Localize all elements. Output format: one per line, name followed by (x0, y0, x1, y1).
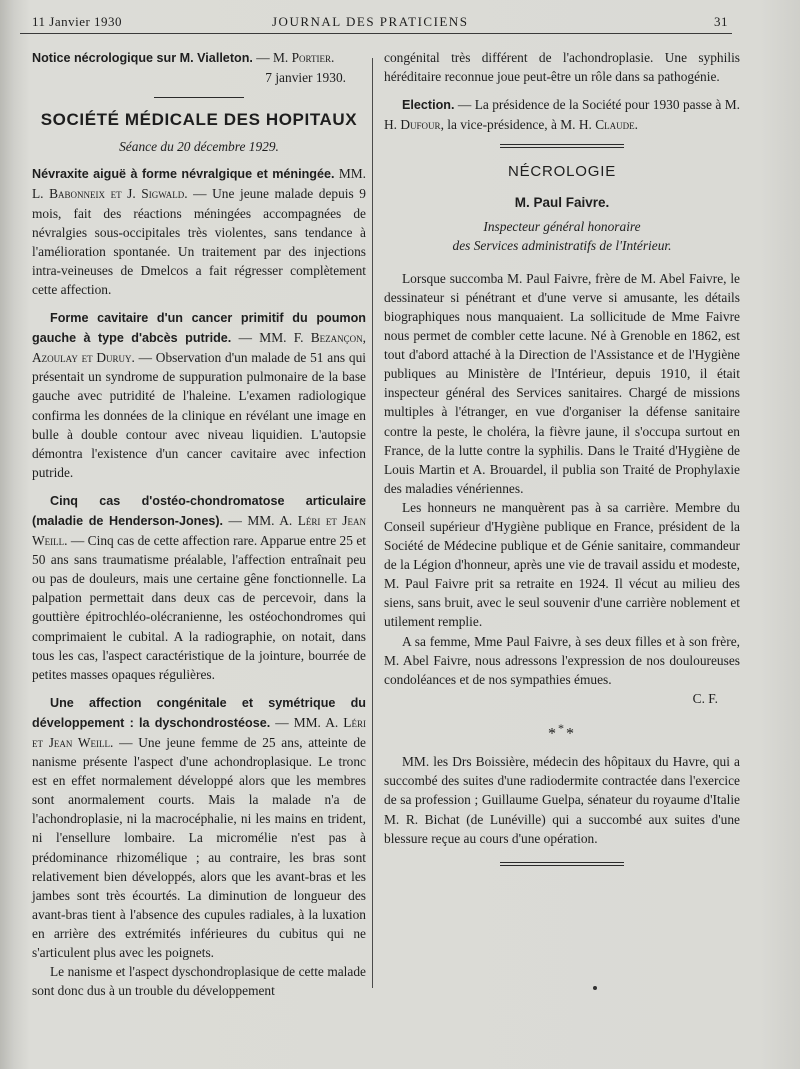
section-rule (154, 97, 244, 98)
item-1-authors: MM. L. Babonneix et J. Sigwald. (32, 166, 366, 202)
closing-double-rule (500, 862, 624, 866)
item-3-authors: MM. A. Léri et Jean Weill. (32, 512, 366, 549)
session-date: Séance du 20 décembre 1929. (119, 139, 279, 155)
asterism (384, 720, 740, 742)
item-2-authors: MM. F. Bezançon, Azoulay et Duruy. (32, 330, 367, 366)
necrology-role-1: Inspecteur général honoraire (483, 218, 641, 234)
continued-text: congénital très différent de l'achondroplasie. Une syphilis héréditaire reconnue joue peut-être un rôle dans sa pathogénie. (384, 50, 740, 85)
page-mark (593, 986, 597, 990)
item-3-body: — Cinq cas de cette affection rare. Apparue entre 25 et 50 ans sans traumatisme préalable, l'affection entraînait peu ou pas de douleurs, mais une certaine gêne fonctionnelle. La palpation permettait dans deux cas de percevoir, dans la gouttière épitrochléo-olécranienne, les ostéochondromes qui comprimaient le cubital. A la radiographie, on notait, dans tous les cas, l'aspect caractéristique de la jointure, bourrée de petites masses opaques régulières. (32, 533, 366, 682)
item-2: Forme cavitaire d'un cancer primitif du poumon gauche à type d'abcès putride. — MM. F. Bezançon, Azoulay et Duruy. — Observation d'un malade de 51 ans qui présentait un syndrome de suppuration pulmonaire de la base gauche avec putridité de l'haleine. L'examen radiologique confirma les données de la clinique en révélant une image en bulle à double contour avec niveau liquidien. L'autopsie démontra l'existence d'un cancer cavitaire avec infection putride. (32, 311, 367, 480)
asterism-right: * (566, 725, 576, 743)
notice-paragraph (32, 48, 366, 68)
necrology-paragraph-3: A sa femme, Mme Paul Faivre, à ses deux filles et à son frère, M. Abel Faivre, nous adressons l'expression de nos douloureuses condoléances et de nos sympathies émues. (384, 633, 740, 687)
election-body-a: — La présidence de la Société pour 1930 passe à M. H. (384, 97, 740, 133)
item-2-title: Forme cavitaire d'un cancer primitif du poumon gauche à type d'abcès putride. (32, 311, 366, 346)
election-name-1: Dufour (400, 117, 441, 133)
running-header (32, 12, 728, 34)
section-double-rule (500, 144, 624, 148)
spacer (32, 684, 366, 693)
asterism-left: * (548, 725, 558, 743)
item-1 (32, 164, 366, 299)
page-number: 31 (714, 14, 728, 29)
election-name-2: Claude. (595, 117, 639, 133)
right-column (384, 48, 740, 880)
necrology-paragraph-2: Les honneurs ne manquèrent pas à sa carrière. Membre du Conseil supérieur d'Hygiène publique en France, président de la Société de Médecine publique et de Génie sanitaire, commandeur de la Légion d'honneur, après une vie de travail assidu et modeste, M. Paul Faivre prit sa retraite en 1924. Il vécut au milieu des siens, sans bruit, avec le seul souvenir d'une carrière noblement et utilement remplie. (384, 499, 740, 630)
item-3: Cinq cas d'ostéo-chondromatose articulaire (maladie de Henderson-Jones). — MM. A. Léri et Jean Weill. — Cinq cas de cette affection rare. Apparue entre 25 et 50 ans sans traumatisme préalable, l'affection entraînait peu ou pas de douleurs, mais une certaine gêne fonctionnelle. La palpation permettait dans deux cas de percevoir, dans la gouttière épitrochléo-olécranienne, les ostéochondromes qui comprimaient le cubital. A la radiographie, on notait, dans tous les cas, l'aspect caractéristique de la jointure, bourrée de petites masses opaques régulières. (32, 493, 366, 682)
spacer (32, 482, 366, 491)
column-divider (372, 58, 373, 988)
item-2-body: — Observation d'un malade de 51 ans qui présentait un syndrome de suppuration pulmonaire de la base gauche avec putridité de l'haleine. L'examen radiologique confirma les données de la clinique en révélant une image en bulle à double contour avec niveau liquidien. L'autopsie démontra l'existence d'un cancer cavitaire avec infection putride. (32, 350, 366, 480)
item-4-body: — Une jeune femme de 25 ans, atteinte de nanisme présente l'aspect d'une achondroplasique. Le tronc est en effet normalement développé alors que les membres sont anormalement courts. Mais la malade n'a de l'achondroplasie, ni la macrocéphalie, ni les mains en trident, ni l'ensellure lombaire. La micromélie n'est pas à prédominance rhizomélique ; au contraire, les bras sont relativement bien développés, alors que les avant-bras et les jambes sont très écourtés. La diminution de longueur des avant-bras tient à l'absence des cupules radiales, à la luxation en arrière des extrémités inférieures du cubitus qui ne s'articulent plus avec les poignets. (32, 735, 366, 961)
election-title: Election. (402, 98, 455, 113)
necrology-role-2: des Services administratifs de l'Intérieur. (452, 237, 672, 253)
necrology-paragraph-1: Lorsque succomba M. Paul Faivre, frère de M. Abel Faivre, le dessinateur si pénétrant et d'une verve si amusante, les détails biographiques nous manquaient. La sollicitude de Mme Faivre nous permet de combler cette lacune. Né à Grenoble en 1862, est tout d'abord attaché à la Direction de l'Assistance et de l'Hygiène publiques au Ministère de l'Intérieur, depuis 1910, il était inspecteur général des Services sanitaires. Chargé de missions multiples à l'étranger, en vue d'organiser la défense sanitaire contre la peste, le choléra, la fièvre jaune, il s'occupa surtout en France, de la lutte contre la syphilis. Dans le Traité d'Hygiène de Louis Martin et A. Brouardel, il publia son Traité de Prophylaxie des maladies vénériennes. (384, 270, 740, 496)
header-date: 11 Janvier 1930 (32, 14, 123, 29)
item-4-title: Une affection congénitale et symétrique du développement : la dyschondrostéose. (32, 695, 366, 730)
notice-title: Notice nécrologique sur M. Vialleton. (32, 51, 253, 65)
item-1-title: Névraxite aiguë à forme névralgique et méningée. (32, 167, 335, 182)
item-4-authors: MM. A. Léri et Jean Weill. (32, 714, 366, 750)
header-rule (20, 33, 732, 34)
necrology-paragraph-4: MM. les Drs Boissière, médecin des hôpitaux du Havre, qui a succombé des suites d'une radiodermite contractée dans l'exercice de sa profession ; Guillaume Guelpa, sénateur du royaume d'Italie M. R. Bichat (de Lunéville) qui a succombé aux suites d'une blessure reçue au cours d'une opération. (384, 754, 740, 846)
necrology-heading: NÉCROLOGIE (507, 163, 617, 181)
election-paragraph (384, 95, 740, 134)
journal-title: JOURNAL DES PRATICIENS (272, 14, 469, 29)
item-4: Une affection congénitale et symétrique du développement : la dyschondrostéose. — MM. A. Léri et Jean Weill. — Une jeune femme de 25 ans, atteinte de nanisme présente l'aspect d'une achondroplasique. Le tronc est en effet normalement développé alors que les membres sont anormalement courts. Mais la malade n'a de l'achondroplasie, ni la macrocéphalie, ni les mains en trident, ni l'ensellure lombaire. La micromélie n'est pas à prédominance rhizomélique ; au contraire, les bras sont relativement bien développés, alors que les avant-bras et les jambes sont très écourtés. La diminution de longueur des avant-bras tient à l'absence des cupules radiales, à la luxation en arrière des extrémités inférieures du cubitus qui ne s'articulent plus avec les poignets. (32, 695, 366, 961)
necrology-name: M. Paul Faivre. (514, 195, 610, 211)
election-body-b: , la vice-présidence, à M. H. (440, 117, 596, 133)
spacer (384, 86, 740, 95)
item-3-title: Cinq cas d'ostéo-chondromatose articulaire (maladie de Henderson-Jones). (32, 493, 366, 528)
item-1-body: — Une jeune malade depuis 9 mois, fait des réactions méningées accompagnées de névralgies sous-occipitales très violentes, sans tendance à l'amélioration spontanée. Un traitement par des injections intra-veineuses de Dmelcos a fait régresser complètement cette affection. (32, 186, 367, 297)
society-heading: SOCIÉTÉ MÉDICALE DES HOPITAUX (40, 110, 358, 130)
item-4-continuation: Le nanisme et l'aspect dyschondroplasique de cette malade sont donc dus à un trouble du développement (32, 964, 366, 999)
asterism-top: * (558, 720, 566, 735)
spacer (32, 299, 366, 308)
signature: C. F. (692, 690, 718, 706)
notice-dash: — M. (252, 50, 292, 65)
left-column (32, 48, 366, 1000)
notice-date: 7 janvier 1930. (265, 70, 346, 86)
notice-author: Portier. (291, 50, 335, 65)
